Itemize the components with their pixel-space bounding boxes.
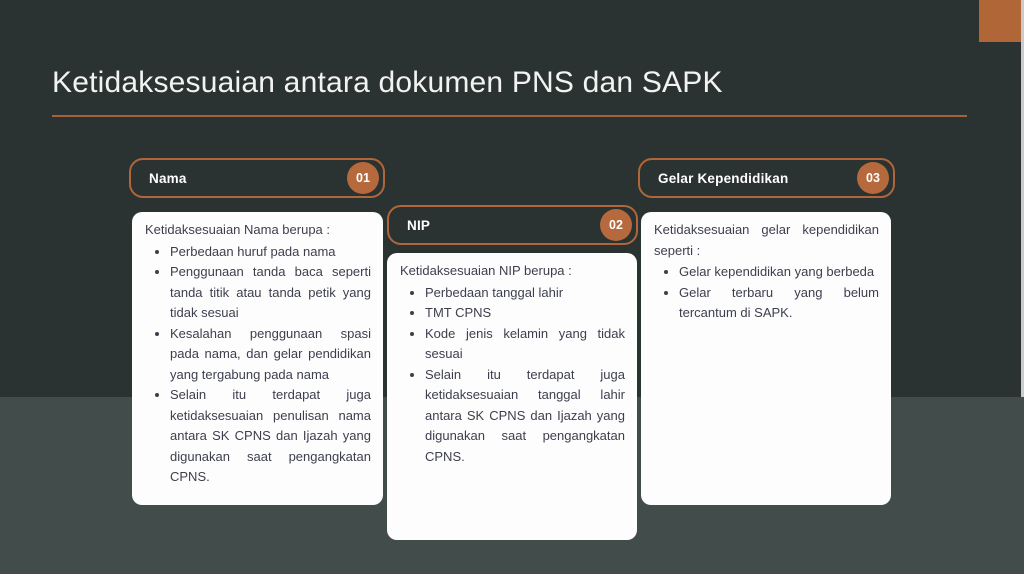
card-header-nama	[129, 158, 385, 198]
card-title: Gelar Kependidikan	[658, 170, 789, 186]
bullet-item: • Gelar kependidikan yang berbeda	[679, 262, 879, 283]
title-underline	[52, 115, 967, 117]
card-header-gelar-kependidikan	[638, 158, 895, 198]
card-intro: Ketidaksesuaian NIP berupa :	[400, 263, 572, 278]
bullet-item: • Penggunaan tanda baca seperti tanda titik atau tanda petik yang tidak sesuai	[170, 262, 371, 324]
card-body-nama	[132, 212, 383, 505]
bullet-list	[654, 262, 879, 324]
bullet-item: • Perbedaan tanggal lahir	[425, 283, 625, 304]
card-intro: Ketidaksesuaian Nama berupa :	[145, 222, 331, 237]
number-badge: 01	[347, 162, 379, 194]
number-badge: 02	[600, 209, 632, 241]
card-body-nip	[387, 253, 637, 540]
slide-title: Ketidaksesuaian antara dokumen PNS dan SAPK	[52, 66, 723, 99]
bullet-list	[145, 242, 371, 488]
bullet-item: • Kesalahan penggunaan spasi pada nama, dan gelar pendidikan yang tergabung pada nama	[170, 324, 371, 386]
bullet-item: • Kode jenis kelamin yang tidak sesuai	[425, 324, 625, 365]
bullet-item: • TMT CPNS	[425, 303, 625, 324]
card-intro: Ketidaksesuaian gelar kependidikan seperti :	[654, 222, 879, 258]
bullet-list	[400, 283, 625, 468]
bullet-item: • Selain itu terdapat juga ketidaksesuaian tanggal lahir antara SK CPNS dan Ijazah yang digunakan saat pengangkatan CPNS.	[425, 365, 625, 468]
card-title: NIP	[407, 217, 431, 233]
card-title: Nama	[149, 170, 187, 186]
number-badge: 03	[857, 162, 889, 194]
corner-accent-rectangle	[979, 0, 1021, 42]
card-header-nip	[387, 205, 638, 245]
bullet-item: • Selain itu terdapat juga ketidaksesuaian penulisan nama antara SK CPNS dan Ijazah yang digunakan saat pengangkatan CPNS.	[170, 385, 371, 488]
card-body-gelar-kependidikan	[641, 212, 891, 505]
bullet-item: • Perbedaan huruf pada nama	[170, 242, 371, 263]
bullet-item: • Gelar terbaru yang belum tercantum di SAPK.	[679, 283, 879, 324]
